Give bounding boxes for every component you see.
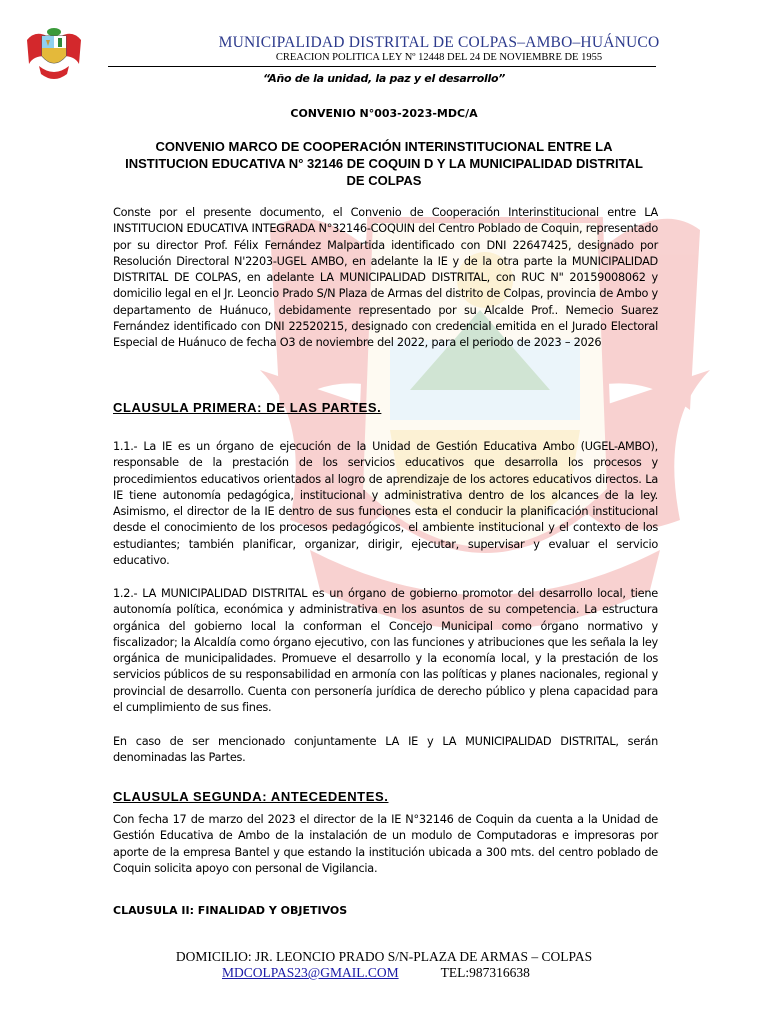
clause-one-heading: CLAUSULA PRIMERA: DE LAS PARTES. [113,400,382,415]
parties-paragraph: En caso de ser mencionado conjuntamente LA IE y LA MUNICIPALIDAD DISTRITAL, serán denominadas las Partes. [113,735,658,765]
clause-two-heading: CLAUSULA SEGUNDA: ANTECEDENTES. [113,789,389,804]
clause-purpose-heading: CLAUSULA II: FINALIDAD Y OBJETIVOS [113,904,348,917]
agreement-number: CONVENIO N°003-2023-MDC/A [290,107,478,120]
footer-phone: TEL:987316638 [440,965,530,980]
footer-address: DOMICILIO: JR. LEONCIO PRADO S/N-PLAZA DE ARMAS – COLPAS [175,949,593,964]
clause-1-1-paragraph: 1.1.- La IE es un órgano de ejecución de la Unidad de Gestión Educativa Ambo (UGEL-AMBO), responsable de la prestación de los servicios educativos que desarrolla los procesos y procedimientos educativos orientados al logro de aprendizaje de los actores educativos directos. La IE tiene autonomía pedagógica, institucional y administrativa dentro de los alcances de la ley. Asimismo, el director de la IE dentro de sus funciones esta el conducir la planificación institucional desde el conocimiento de los procesos pedagógicos, el ambiente institucional y el contexto de los estudiantes; también planificar, organizar, dirigir, ejecutar, supervisar y evaluar el servicio educativo. [113,440,658,568]
year-motto: “Año de la unidad, la paz y el desarrollo” [262,72,506,85]
creation-law-line: CREACION POLITICA LEY Nº 12448 DEL 24 DE NOVIEMBRE DE 1955 [275,52,603,63]
footer-email-link[interactable]: MDCOLPAS23@GMAIL.COM [222,965,399,980]
footer-contact [222,965,530,981]
agreement-title: CONVENIO MARCO DE COOPERACIÓN INTERINSTITUCIONAL ENTRE LA INSTITUCION EDUCATIVA N° 32146 DE COQUIN D Y LA MUNICIPALIDAD DISTRITAL DE COLPAS [125,139,643,188]
municipality-name: MUNICIPALIDAD DISTRITAL DE COLPAS–AMBO–HUÁNUCO [218,34,660,51]
clause-1-2-paragraph: 1.2.- LA MUNICIPALIDAD DISTRITAL es un órgano de gobierno promotor del desarrollo local, tiene autonomía política, económica y administrativa en los asuntos de su competencia. La estructura orgánica del gobierno local la conforman el Concejo Municipal como órgano normativo y fiscalizador; la Alcaldía como órgano ejecutivo, con las funciones y atribuciones que les señala la ley orgánica de municipalidades. Promueve el desarrollo y la economía local, y la prestación de los servicios públicos de su responsabilidad en armonía con las políticas y planes nacionales, regional y provincial de desarrollo. Cuenta con personería jurídica de derecho público y plena capacidad para el cumplimiento de sus fines. [113,587,658,715]
header-divider [108,66,656,67]
intro-paragraph: Conste por el presente documento, el Convenio de Cooperación Interinstitucional entre LA INSTITUCION EDUCATIVA INTEGRADA N°32146-COQUIN del Centro Poblado de Coquin, representado por su director Prof. Félix Fernández Malpartida identificado con DNI 22647425, designado por Resolución Directoral N'2203-UGEL AMBO, en adelante la IE y de la otra parte la MUNICIPALIDAD DISTRITAL DE COLPAS, en adelante LA MUNICIPALIDAD DISTRITAL, con RUC N" 20159008062 y domicilio legal en el Jr. Leoncio Prado S/N Plaza de Armas del distrito de Colpas, provincia de Ambo y departamento de Huánuco, debidamente representado por su Alcalde Prof.. Nemecio Suarez Fernández identificado con DNI 22520215, designado con credencial emitida en el Jurado Electoral Especial de Huánuco de fecha O3 de noviembre del 2022, para el periodo de 2023 – 2026 [113,206,658,350]
background-paragraph: Con fecha 17 de marzo del 2023 el director de la IE N°32146 de Coquin da cuenta a la Unidad de Gestión Educativa de Ambo de la instalación de un modulo de Computadoras e impresoras por aporte de la empresa Bantel y que estando la institución ubicada a 300 mts. del centro poblado de Coquin solicita apoyo con personal de Vigilancia. [113,813,658,875]
